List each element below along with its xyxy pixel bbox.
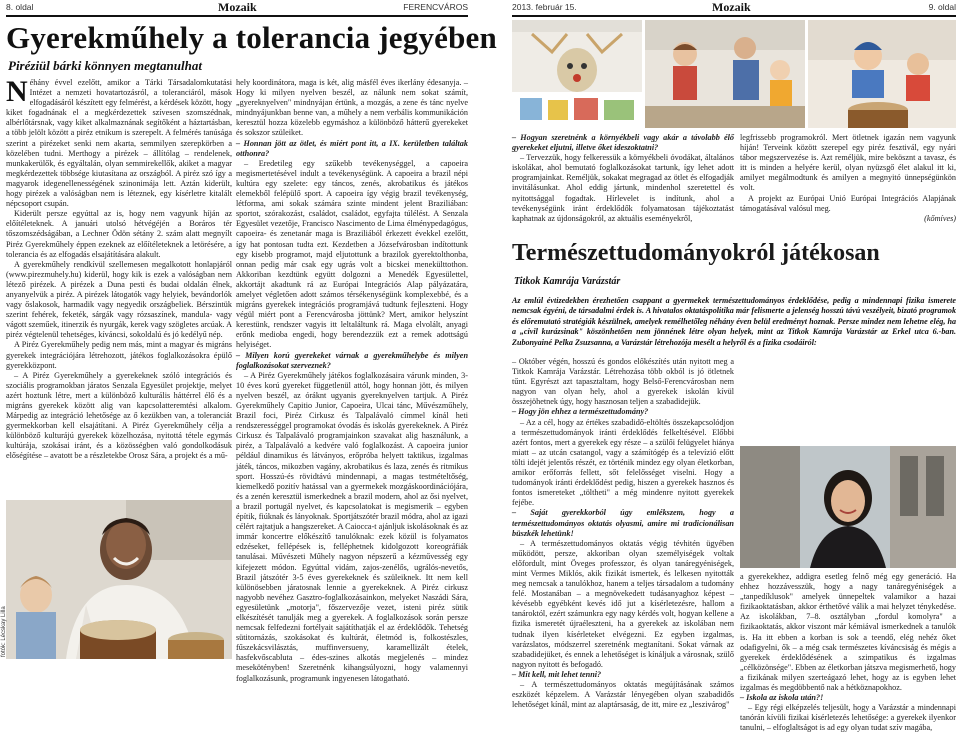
- paragraph: hely koordinátora, maga is két, alig másfél éves ikerlány édesanyja. – Hogy ki milyen nyelven beszél, az nálunk nem sokat számít, „gyereknyelven" mindnyájan értünk, a mozgás, a zene és tánc nyelve mindnyájunkban benne van, a műhely a nem verbális kommunikáción keresztül hozza közelebb egymáshoz a különböző hátterű gyerekeket és sokszor szüleiket.: [236, 78, 468, 138]
- brand-mozaik-left: Mozaik: [218, 0, 257, 14]
- paragraph: Kiderült persze egyúttal az is, hogy nem vagyunk híján az előítéleteknek. A januári utolsó hétvégéjén a Boráros tér tőszomszédságában, a Lechner Ödön sétány 2. szám alatt megnyílt Piréz Gyerekműhely éppen ezeknek az előítéleteknek a letörésére, a tolerancia és az elfogadás elsajátítására alakult.: [6, 209, 232, 259]
- paragraph: – A természettudományos oktatás végig tévhitén ügyében működött, persze, akkoriban olyan személyiségek voltak előfordult, mint Öveges professzor, és olyan tanáregyéniségek, mint Vermes Miklós, akik fizikát ismertek, és lelkesen nyitották meg nemcsak a tanulókhoz, hanem a teljes társadalom a tudomány felé. Mostanában – a megnövekedett tudásanyaghoz képest – kévésebb egyébként kevés idő jut a kísérletezésre, hallom a tanároktól, ezért számunkra egy nagy kérdés volt, hogyan kellene a fizika ismeretét újraéleszteni, ha a gyerekek az iskolában nem tudnak ilyen kísérleteket elvégezni. Ez egyben izgalmas, varázslatos, módszerrel szeretnénk megtanítani. Sokat várnak az szabadidejüket, és ennek a lehetőséget is kínáljuk a városnak, szülő nagyon nyitott és befogadó.: [512, 538, 734, 669]
- photo-portrait: [740, 446, 956, 568]
- article2-subtitle: Titkok Kamrája Varázstár: [514, 276, 621, 287]
- drop-cap: N: [6, 75, 28, 108]
- paragraph: – Eredetileg egy szűkebb tevékenységgel, a capoeira megismertetésével indult a tevékenységünk. A capoeira a brazil népi kultúra egy szelete: egy táncos, zenés, akrobatikus és játékos elemekből felépülő sport. A capoeira így végig brazil tevékenység, létforma, ami sokak számára szinte mindent jelent Braziliában: sportot, szórakozást, családot, családot, egyfajta túlélést. A Senzala Egyesület vezetője, Francisco Nascimento de Lima élménypedagógus, capoeira- és zenetanár maga is Braziliából érkezett évekkel ezelőtt, így hat pontosan tudta ezt. Kezdetben a Józsefvárosban indítottunk egy kisebb programot, majd eljutottunk a brazilok gyerektolthonba, onnan pedig már csak egy ugrás volt a bicskei menekülttothon. Akkoriban kezdtünk együtt dolgozni a Menedék Egyesülettel, akkortájt akadtunk rá az Európai Integrációs Alap pályázatára, amelyet végletően adott számos térsékenységünk komplexebbé, és a migráns gyerekek integrációs programjává tudtunk fejleszteni. Hogy végül miért pont a Ferencvárosba jöttünk? Mert, amikor helyszínt kerestünk, rendszer vagyis itt leltaláltunk rá. Maga elvolált, anyagi erőnk medioba engedi, hogy berendezzük ezt a remek adottságú helyiséget.: [236, 158, 468, 350]
- issue-date: 2013. február 15.: [512, 2, 577, 12]
- photo-children-playing: [645, 20, 805, 128]
- photo-drum-workshop: [6, 500, 232, 659]
- decoration-illustration: [512, 20, 642, 128]
- article2-column-1: [512, 357, 734, 710]
- paragraph: legfrissebb programokról. Mert ötletnek igazán nem vagyunk híján! Terveink között szerepel egy piréz fesztivál, egy nyári tábor megszervezése is. Azt reméljük, mire bekösznt a tavasz, és itt is minden a helyére kerül, olyan nyüzsgő élet alakul itt ki, amilyet megálmodtunk és amilyen a megnyitó ünnepségünkön volt.: [740, 133, 956, 193]
- photo-child-drumming: [808, 20, 956, 128]
- article1-column-1: [6, 75, 232, 498]
- article-subtitle: Piréziül bárki könnyen megtanulhat: [8, 58, 202, 73]
- interview-question: – Mit kell, mit lehet tenni?: [512, 669, 602, 679]
- district-label: FERENCVÁROS: [403, 2, 468, 12]
- running-header-right: [512, 2, 956, 16]
- article1-column-3: [512, 133, 734, 233]
- paragraph: a gyerekekhez, addigra esetleg felnő még egy generáció. Ha ehhez hozzávesszük, hogy a nagy tanáregyéniségek a „tanpedíklusok" amelyek ünnepeltek valamikor a hazai fizikaoktatásban, akkor érthetővé válik a mai helyzet ténykedése. Az iskolákban, 7–8. osztályban „fordul komolyra" a fizikaoktatás, akkor viszont már kémiával ismerkednek a tanulók is. Ha itt ebben a korban is sok a teendő, elég nehéz őket odafigyelni, ők – a még csak természetes kíváncsiság és mégis a gyerekek érdeklődésének a szimpatikus és izgalmas „célközönsége". Ebben az életkorban játszva megismerhető, hogy a fizikának milyen szerteágazó lehet, hogy az is egyben lehet izgalmas és megdöbbentő nak a hétköznapokhoz.: [740, 572, 956, 693]
- article-title: Gyerekműhely a tolerancia jegyében: [6, 20, 497, 55]
- paragraph: – Az a cél, hogy az értékes szabadidő-eltöltés összekapcsolódjon a természettudományok iránti érdeklődés felkeltésével. Előbbi azért fontos, mert a gyerekek egy része – a szülői felügyelet hiánya miatt – az utcán csatangol, vagy a számítógép és a televízió előtt tölti idejét jelentős részét, ez történik mindez egy olyan életkorban, amikor erőforrás fellett, sőt felelősséget viselni. Hogy a tudományok iránti érdeklődést pedig, hiszen a gyerekek hasznos és fontos ismereteket „töltheti" a még mindenre nyitott gyerekek fejébe.: [512, 417, 734, 508]
- child-drum-illustration: [808, 20, 956, 128]
- paragraph: – Október végén, hosszú és gondos előkészítés után nyitott meg a Titkok Kamrája Varázstár. Létrehozása több okból is jó ötletnek tűnt. Egyrészt azt tapasztaltam, hogy Belső-Ferencvárosban nem nagyon van olyan hely, ahol a gyerekek iskolán kívül összejöhetnek úgy, hogy hasznosan teljen a szabadidejük.: [512, 357, 734, 407]
- article1-column-2: [236, 78, 468, 683]
- article2-column-2: [740, 572, 956, 733]
- header-rule-left: [6, 15, 468, 17]
- drum-workshop-illustration: [6, 500, 232, 659]
- author-signature: (kőmíves): [924, 213, 956, 223]
- interview-question: – Milyen korú gyerekeket várnak a gyerekműhelybe és milyen foglalkozásokat szerveznek?: [236, 350, 468, 370]
- paragraph: A projekt az Európai Unió Európai Integrációs Alapjának támogatásával valósul meg.: [740, 193, 956, 213]
- paragraph: – A Piréz Gyerekműhely játékos foglalkozásaira várunk minden, 3-10 éves korú gyereket függetlenül attól, hogy honnan jött, és milyen nyelven beszél, az óráknt ugyanis gyereknyelven tartjuk. A Piréz Gyerekműhely Capitio Junior, Capoeira, Ulcai tánc, Művészműhely, Brazil foci, Piréz Cirkusz és Talpalávaló címmel kínál heti rendszerességgel programokat óvodás és iskolás gyerekeknek. A Piréz Cirkusz és Talpalávaló programjainkon szavakat alig használunk, a piréz, a Talpalávaló a kedvére való foglalkozást. A capoeira junior például dinamikus és látványos, erőpróba helyett taktikus, izgalmas játék, táncos, mikozben vagány, akrobatikus és laza, zenés és ritmikus sport. Hosszú-és rövidtávú mindennapi, a magas testmételtőség, kiemelkedő pozitív hatással van a gyermekek mozgáskoordinációjára, és a zenén keresztül ismerkednek a brazil modern, ahol az ősi nyelvet, a brazil portugál nyelvet, és kapcsolatokat is megismerik – egyben építik, fiúknak és lányoknak. Sportjátszótér brazil módra, ahol az igazi célért rajtatjuk a hangszereket. A Caiocca-t ajánljuk iskolásoknak és az immár koncertre előkészítő tanulóknak: ezek közül is folyamatos edzéseket, fellépések is, felléphetnek kidolgozott koreográfiák tanulásai. Művészeti Műhely nagyon népszerű a kézművesség egy kifejezett módon. Egyúttal vidám, zajos-zenélős, ugrálós-nevetős, Brazil játszótér 3-5 éves gyerekeknek és szüleiknek. Itt nem kell különösebben járatosnak lennie a gyerekeknek. A Piréz cirkusz nagyobb nevéhez Gasztro-foglalkozásainkon, melyeket Naszádi Sára, egyesületünk „motorja", főszervezője vezet, isteni piréz sütik elkészítését tanulják meg a gyerekek. A foglalkozások során persze nemcsak felfedezni fortélyait sajátíthatják el az érdeklődők. Tehetség sütitornázás, szokásokat és kultúrát, életmód is, folkostészles, fűszekácsvilásztás, muffinversueny, karamellizált ételek, hasfekvőscabluta – édes-szines alkotás megjelenés – mindez mesekötényben! Szeretnénk kihangsúlyozni, hogy valamennyi foglalkozásunk, programunk ingyenesen látogatható.: [236, 370, 468, 683]
- article2-lead: Az emlúl évtizedekben érezhetően csappant a gyermekek természettudományos érdeklődése, pedig a mindennapi fizika ismerete nemcsak égyéni, de társadalmi érdek is. A hivatalos oktatáspolitika már felismerte a jelenség hosszú távú veszélyeit, bizató programok és előremutató stratégiák készülnek, amelyek remélhetőleg néhány éven belül eredményt hoznak. Persze mindez nem lehetne elég, ha a „civil kurázsinak" köszönhetően nem jönnének létre olyan helyek, mint az Titkok Kamrája Varázstár az Erkel utca 6.-ban. Zubonyainé Pelka Zsuzsanna, a Varázstár létrehozója mesélt a helyről és a fizika csodáiról:: [512, 296, 956, 347]
- paragraph: – Tervezzük, hogy felkeressük a környékbeli óvodákat, általános iskolákat, ahol bemutató foglalkozásokat tartunk, így lehet adott programjainkat. Reméljük, sokakat megragad az ötlet és elfogadják invitálásunkat. Ahol eddig jártunk, mindenhol szeretettel és nyitottsággal fogadtak. Hírlevelet is indítunk, ahol a tevékenységünk iránt érdeklődők folyamatosan tájékoztatást kaphatnak az újdonságokról, az aktuális eseményekről,: [512, 153, 734, 223]
- brand-mozaik-right: Mozaik: [712, 0, 751, 14]
- paragraph: A gyerekműhely rendkívül szellemesen megalkotott honlapjáról (www.pirezmuhely.hu) kiderül, hogy kik is ezek a valóságban nem létező pirézek. A pirézek a Duna pesti és budai oldalán élnek, anyanyelvük a piréz. A pirézek látogatók vagy helyiek, bevándorlók vagy őslakosok, harmadik vagy negyedik országbeliek. Bérszintük szerint fehérek, feketék, sárgák vagy rózsaszínek, mandula- vagy vágott szeműek, itinerzik és nyurgák, kerek vagy szögletes arcúak. A piréz végtelenül tehetséges, kíváncsi, sokoldalú és jó kedélyű nép.: [6, 259, 232, 340]
- article1-column-4: [740, 133, 956, 233]
- header-rule-right: [512, 15, 956, 17]
- running-header-left: [6, 2, 468, 16]
- paragraph: – Egy régi elképzelés teljesült, hogy a Varázstár a mindennapi tanórán kívüli fizikai kísérletezés lehetősége: a gyerekek ilyenkor tanulni, – elfoglaltságot is ad egy olyan tudat szív magába,: [740, 703, 956, 733]
- interview-question: – Saját gyerekkorból úgy emlékszem, hogy a természettudományos oktatás olyasmi, amire mi tradicionálisan büszkék lehetünk!: [512, 508, 734, 538]
- interview-question: – Hogyan szeretnénk a környékbeli vagy akár a távolabb élő gyerekeket eljutni, illetve őket ideszoktatni?: [512, 133, 734, 153]
- article2-title: Természettudományokról játékosan: [512, 240, 880, 266]
- page-number-right: 9. oldal: [928, 2, 956, 12]
- paragraph: – A Piréz Gyerekműhely a gyerekeknek szóló integrációs és szociális programokban járatos Senzala Egyesület projektje, melyet azért hoztunk létre, mert a különböző kulturális háttérrel élő és a migráns gyerekek között alig van kapcsolatteremtési alkalom. Márpedig az integráció lehetősége az ő kezükben van, a toleranciát gyermekkorban kell elsajátítani. A Piréz Gyerekműhely célja a különböző kulturájú gyerekek közelhozása, nyitottá tétele egymás kultúrája, szokásai iránt, és a közösségben való gondolkodásuk előségítése – avatott be a részletekbe Orosz Sára, a projekt és a mű-: [6, 370, 232, 461]
- paragraph: A Piréz Gyerekműhely pedig nem más, mint a magyar és migráns gyerekek integrációjára létrehozott, játékos foglalkozásokra épülő gyerekközpont.: [6, 340, 232, 370]
- photo-decorations: [512, 20, 642, 128]
- photo-credit: fotók: Lécskay Lilla: [1, 606, 7, 657]
- interview-question: – Iskola az iskola után?!: [740, 693, 824, 703]
- portrait-illustration: [740, 446, 956, 568]
- children-illustration: [645, 20, 805, 128]
- paragraph: – A természettudományos oktatás megújításának számos eszközét képzelem. A Varázstár lényegében olyan szabadidős lehetőséget kínál, mint az alaptársaság, de itt, mire ez „leszivárog": [512, 680, 734, 710]
- interview-question: – Hogy jön ehhez a természettudomány?: [512, 407, 649, 417]
- interview-question: – Honnan jött az ötlet, és miért pont itt, a IX. kerületben találtak otthonra?: [236, 138, 468, 158]
- intro-paragraph: Néhány évvel ezelőtt, amikor a Tárki Társadalomkutatási Intézet a nemzeti hovatartozásról, a toleranciáról, mások elfogadásáról készített egy felmérést, a kérdések között, hogy kiket fogadnának el a megkérdezettek szívesen szomszédnak, albérlőtársnak, vagy kiket alkalmaznának segítőként a háztartásban, a több jelölt között a piréz etnikum is szerepelt. A felmérés tanúsága szerint a pirézeket senki nem akarta, semmilyen szerepkörben a közelében tudni. Merthogy a pirézek – állítólag – rendelenek, munkakerülők, és egyáltalán, olyan semmirekellők, akiket a magyar megkérdezettek többsége kiutasítana az országból. A piréz szó így a magyarok idegenellenességének szinonimája lett. Aztán kiderült, hogy pirézek a valóságban nem is léteznek, egy kísérletre kitalált népcsoport csupán.: [6, 75, 232, 209]
- page-number-left: 8. oldal: [6, 2, 34, 12]
